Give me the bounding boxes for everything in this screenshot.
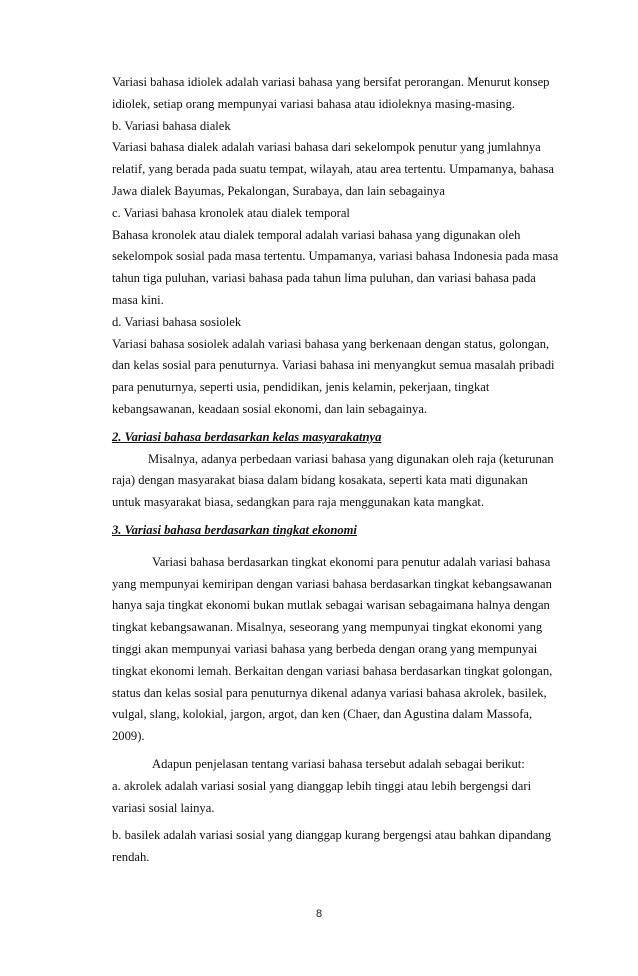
subheading-sosiolek: d. Variasi bahasa sosiolek bbox=[112, 314, 242, 329]
text-line: 2009). bbox=[112, 729, 145, 744]
subheading-kronolek: c. Variasi bahasa kronolek atau dialek temporal bbox=[112, 205, 350, 220]
explanation-intro: Adapun penjelasan tentang variasi bahasa tersebut adalah sebagai berikut: bbox=[152, 756, 525, 771]
text-line: Variasi bahasa dialek adalah variasi bahasa dari sekelompok penutur yang jumlahnya bbox=[112, 140, 541, 155]
text-line: idiolek, setiap orang mempunyai variasi bahasa atau idioleknya masing-masing. bbox=[112, 96, 515, 111]
text-line: dan kelas sosial para penuturnya. Variasi bahasa ini menyangkut semua masalah pribadi bbox=[112, 358, 555, 373]
text-line: hanya saja tingkat ekonomi bukan mutlak sebagai warisan sebagaimana halnya dengan bbox=[112, 598, 550, 613]
text-line: tahun tiga puluhan, variasi bahasa pada tahun lima puluhan, dan variasi bahasa pada bbox=[112, 271, 536, 286]
section-3-heading: 3. Variasi bahasa berdasarkan tingkat ekonomi bbox=[112, 522, 357, 537]
basilek-item: b. basilek adalah variasi sosial yang dianggap kurang bergengsi atau bahkan dipandang bbox=[112, 828, 552, 843]
akrolek-item: a. akrolek adalah variasi sosial yang dianggap lebih tinggi atau lebih bergengsi dari bbox=[112, 778, 532, 793]
text-line: Variasi bahasa idiolek adalah variasi bahasa yang bersifat perorangan. Menurut konsep bbox=[112, 75, 550, 89]
subheading-dialek: b. Variasi bahasa dialek bbox=[112, 118, 231, 133]
text-line: sekelompok sosial pada masa tertentu. Umpamanya, variasi bahasa Indonesia pada masa bbox=[112, 249, 559, 264]
text-line: tingkat ekonomi lemah. Berkaitan dengan variasi bahasa berdasarkan tingkat golongan, bbox=[112, 663, 553, 678]
text-line: raja) dengan masyarakat biasa dalam bidang kosakata, seperti kata mati digunakan bbox=[112, 473, 528, 488]
text-line: vulgal, slang, kolokial, jargon, argot, dan ken (Chaer, dan Agustina dalam Massofa, bbox=[112, 707, 533, 722]
page-number: 8 bbox=[315, 908, 323, 920]
text-line: relatif, yang berada pada suatu tempat, wilayah, atau area tertentu. Umpamanya, bahasa bbox=[112, 162, 554, 177]
text-line: Misalnya, adanya perbedaan variasi bahasa yang digunakan oleh raja (keturunan bbox=[148, 451, 554, 466]
text-line: Bahasa kronolek atau dialek temporal adalah variasi bahasa yang digunakan oleh bbox=[112, 227, 521, 242]
document-page bbox=[112, 72, 562, 869]
text-line: untuk masyarakat biasa, sedangkan para raja menggunakan kata mangkat. bbox=[112, 495, 485, 510]
text-line: yang mempunyai kemiripan dengan variasi bahasa berdasarkan tingkat kebangsawanan bbox=[112, 576, 552, 591]
text-line: tinggi akan mempunyai variasi bahasa yang berbeda dengan orang yang mempunyai bbox=[112, 641, 538, 656]
text-line: para penuturnya, seperti usia, pendidikan, jenis kelamin, pekerjaan, tingkat bbox=[112, 380, 490, 395]
text-line: variasi sosial lainya. bbox=[112, 800, 215, 815]
text-line: status dan kelas sosial para penuturnya dikenal adanya variasi bahasa akrolek, basilek, bbox=[112, 685, 547, 700]
text-line: tingkat kebangsawanan. Misalnya, seseorang yang mempunyai tingkat ekonomi yang bbox=[112, 620, 543, 635]
section-2-heading: 2. Variasi bahasa berdasarkan kelas masyarakatnya bbox=[112, 429, 382, 444]
text-line: rendah. bbox=[112, 850, 150, 865]
text-line: kebangsawanan, keadaan sosial ekonomi, dan lain sebagainya. bbox=[112, 401, 428, 416]
text-line: masa kini. bbox=[112, 292, 164, 307]
text-line: Jawa dialek Bayumas, Pekalongan, Surabaya, dan lain sebagainya bbox=[112, 183, 445, 198]
text-line: Variasi bahasa berdasarkan tingkat ekonomi para penutur adalah variasi bahasa bbox=[152, 554, 551, 569]
text-line: Variasi bahasa sosiolek adalah variasi bahasa yang berkenaan dengan status, golongan, bbox=[112, 336, 550, 351]
